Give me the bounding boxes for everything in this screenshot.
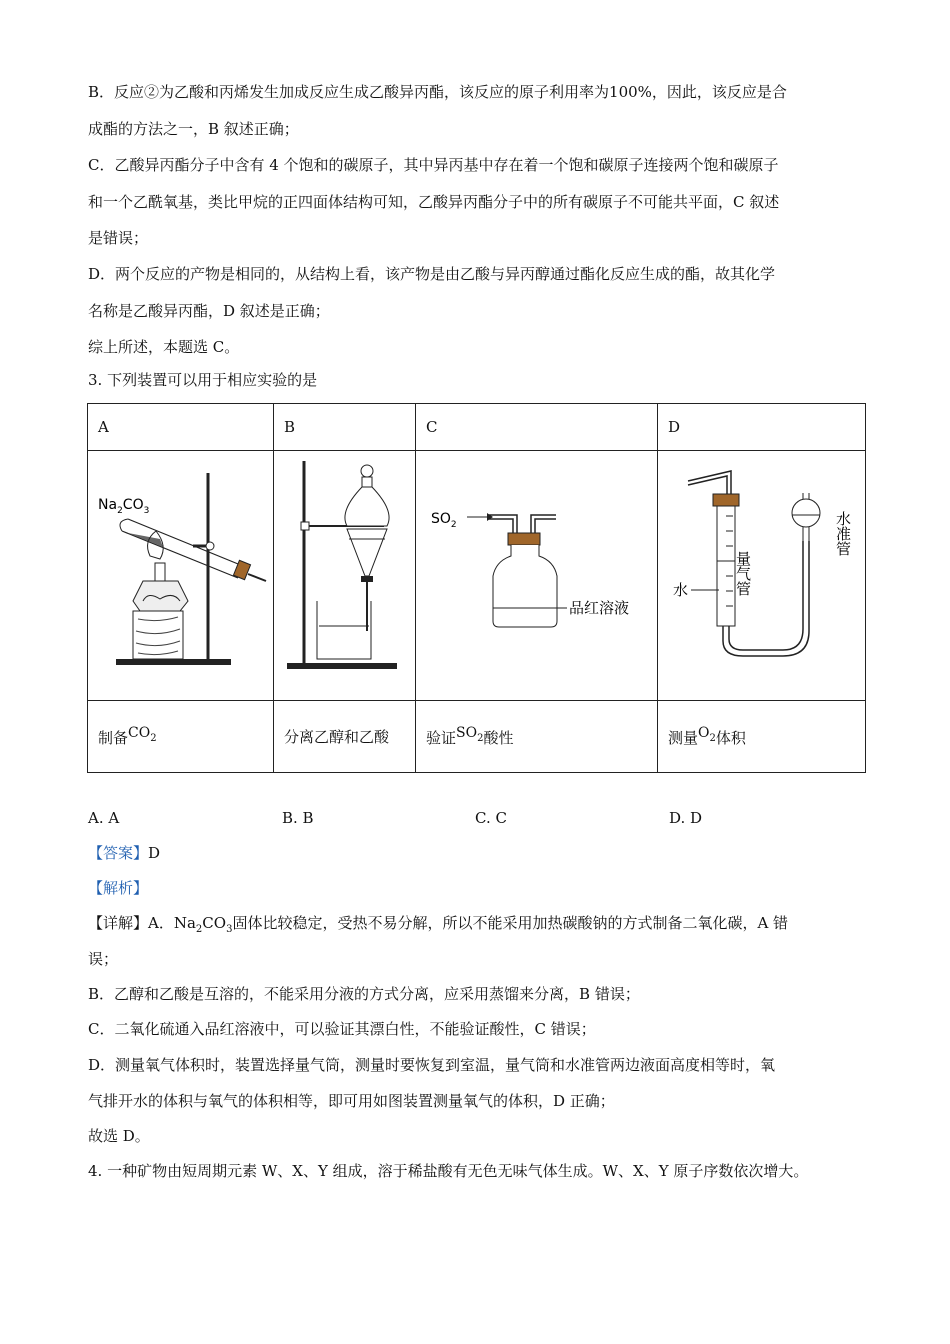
detail-a-line2: 误； (88, 950, 119, 968)
option-c: C. C (475, 809, 507, 827)
caption-b: 分离乙醇和乙酸 (274, 701, 416, 773)
explanation-d-line1: D．两个反应的产物是相同的，从结构上看，该产物是由乙酸与异丙醇通过酯化反应生成的酯，故其化学 (88, 265, 776, 283)
pinhong-label: 品红溶液 (569, 599, 630, 617)
apparatus-d-cell (658, 451, 866, 701)
detail-d-line2: 气排开水的体积与氧气的体积相等，即可用如图装置测量氧气的体积，D 正确； (88, 1092, 615, 1110)
answer-value: D (148, 844, 161, 862)
apparatus-c-cell (416, 451, 658, 701)
apparatus-c-diagram (421, 451, 652, 696)
option-a: A. A (88, 809, 120, 827)
detail-c: C．二氧化硫通入品红溶液中，可以验证其漂白性，不能验证酸性，C 错误； (88, 1020, 596, 1038)
explanation-b-line1: B．反应②为乙酸和丙烯发生加成反应生成乙酸异丙酯，该反应的原子利用率为100%，因此，该反应是合 (88, 83, 787, 101)
conclusion: 故选 D。 (88, 1127, 150, 1145)
explanation-c-line1: C．乙酸异丙酯分子中含有 4 个饱和的碳原子，其中异丙基中存在着一个饱和碳原子连接两个饱和碳原子 (88, 156, 779, 174)
apparatus-b-cell (274, 451, 416, 701)
explanation-c-line2: 和一个乙酰氧基，类比甲烷的正四面体结构可知，乙酸异丙酯分子中的所有碳原子不可能共平面，C 叙述 (88, 193, 780, 211)
detail-d-line1: D．测量氧气体积时，装置选择量气筒，测量时要恢复到室温，量气筒和水准管两边液面高度相等时，氧 (88, 1056, 776, 1074)
header-b: B (274, 404, 416, 451)
water-label: 水 (673, 581, 689, 599)
explanation-b-line2: 成酯的方法之一，B 叙述正确； (88, 120, 299, 138)
apparatus-a-diagram (88, 451, 273, 696)
apparatus-b-diagram (279, 451, 410, 696)
explanation-c-line3: 是错误； (88, 229, 149, 247)
explanation-d-line2: 名称是乙酸异丙酯，D 叙述是正确； (88, 302, 330, 320)
answer-line (88, 843, 160, 863)
caption-c: 验证$^{SO_2}$酸性 (416, 701, 658, 773)
apparatus-a-cell (88, 451, 274, 701)
svg-text:SO2: $SO_2$ (431, 511, 457, 530)
liangqiguan-label: 量气管 (734, 551, 752, 596)
option-b: B. B (282, 809, 314, 827)
analysis-tag: 【解析】 (88, 879, 149, 897)
question-4-stem: 4. 一种矿物由短周期元素 W、X、Y 组成，溶于稀盐酸有无色无味气体生成。W、X、Y 原子序数依次增大。 (88, 1162, 809, 1180)
detail-a-line1: 【详解】A．$Na_2CO_3$固体比较稳定，受热不易分解，所以不能采用加热碳酸钠的方式制备二氧化碳，A 错 (88, 914, 789, 935)
explanation-summary: 综上所述，本题选 C。 (88, 338, 240, 356)
apparatus-table (87, 403, 866, 773)
apparatus-d-diagram (663, 451, 860, 696)
caption-d: 测量$^{O_2}$体积 (658, 701, 866, 773)
question-3-stem: 3. 下列装置可以用于相应实验的是 (88, 371, 318, 389)
detail-b: B．乙醇和乙酸是互溶的，不能采用分液的方式分离，应采用蒸馏来分离，B 错误； (88, 985, 640, 1003)
header-a: A (88, 404, 274, 451)
answer-tag: 【答案】 (88, 844, 149, 862)
svg-text:Na2CO3: $Na_2CO_3$ (98, 497, 150, 516)
option-d: D. D (669, 809, 703, 827)
header-d: D (658, 404, 866, 451)
caption-a: 制备$^{CO_2}$ (88, 701, 274, 773)
header-c: C (416, 404, 658, 451)
shuizhunguan-label: 水准管 (834, 511, 852, 556)
